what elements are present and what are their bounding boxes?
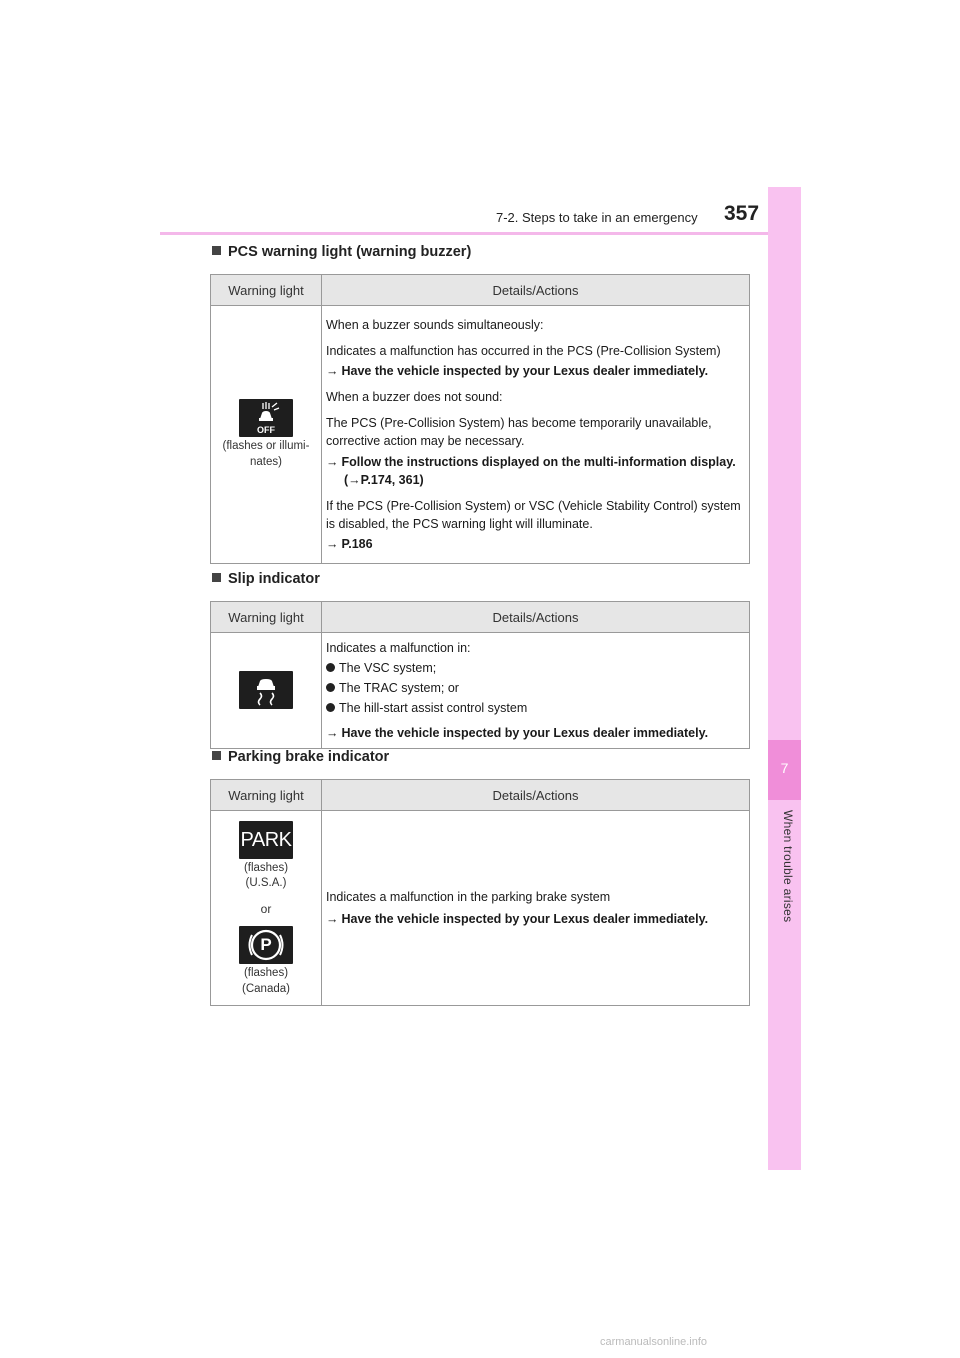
pcs-details-cell	[322, 306, 750, 564]
parking-action-text: Have the vehicle inspected by your Lexus dealer immediately.	[341, 911, 709, 926]
column-header-warning-light: Warning light	[211, 275, 322, 306]
parking-heading	[212, 749, 389, 765]
column-header-warning-light: Warning light	[211, 602, 322, 633]
p-caption-flashes: (flashes)	[243, 967, 289, 979]
list-item	[326, 659, 743, 677]
bullet-icon	[326, 663, 335, 672]
pcs-action-3	[326, 535, 743, 553]
bullet-icon	[326, 683, 335, 692]
p-caption-region: (Canada)	[242, 982, 290, 995]
slip-bullet-1: The VSC system;	[339, 661, 437, 676]
slip-details-cell	[322, 633, 750, 749]
column-header-details: Details/Actions	[322, 602, 750, 633]
chapter-number: 7	[780, 760, 789, 776]
page-number: 357	[724, 202, 760, 225]
section-title: 7-2. Steps to take in an emergency	[496, 210, 698, 225]
pcs-icon-caption: (flashes or illumi-nates)	[222, 439, 310, 468]
pcs-action-1	[326, 362, 743, 380]
slip-action-text: Have the vehicle inspected by your Lexus dealer immediately.	[341, 725, 709, 740]
header-rule	[160, 232, 768, 235]
pcs-action-2	[326, 453, 743, 489]
slip-warning-table	[210, 601, 750, 749]
p-icon-text: P	[260, 935, 272, 954]
column-header-details: Details/Actions	[322, 780, 750, 811]
slip-icon-cell	[211, 633, 322, 749]
pcs-icon-cell	[211, 306, 322, 564]
chapter-title: When trouble arises	[781, 810, 795, 923]
pcs-action-2-ref: (→P.174, 361)	[344, 472, 424, 487]
square-bullet-icon	[212, 573, 221, 582]
park-caption-flashes: (flashes)	[243, 861, 289, 874]
arrow-icon: →	[326, 725, 339, 740]
table-row	[211, 633, 750, 749]
park-caption-region: (U.S.A.)	[245, 877, 287, 890]
footer-watermark: carmanualsonline.info	[600, 1336, 708, 1348]
arrow-icon: →	[326, 537, 339, 552]
pcs-warning-icon	[239, 399, 293, 437]
slip-indicator-icon	[239, 671, 293, 709]
slip-bullet-3: The hill-start assist control system	[339, 701, 528, 716]
slip-heading	[212, 571, 320, 587]
table-header-row	[211, 275, 750, 306]
arrow-icon: →	[326, 454, 339, 469]
arrow-icon: →	[326, 364, 339, 379]
pcs-line-1: When a buzzer sounds simultaneously:	[326, 317, 544, 332]
list-item	[326, 699, 743, 717]
pcs-icon-off-text: OFF	[257, 424, 275, 435]
or-label: or	[260, 902, 272, 916]
parking-heading-text: Parking brake indicator	[228, 749, 390, 765]
parking-icon-cell	[211, 811, 322, 1006]
park-icon-text: PARK	[240, 828, 292, 851]
table-header-row	[211, 780, 750, 811]
table-header-row	[211, 602, 750, 633]
pcs-warning-table	[210, 274, 750, 564]
chapter-side-tab	[768, 187, 801, 1170]
column-header-warning-light: Warning light	[211, 780, 322, 811]
parking-warning-table	[210, 779, 750, 1006]
pcs-action-1-text: Have the vehicle inspected by your Lexus dealer immediately.	[341, 364, 709, 379]
pcs-line-5: If the PCS (Pre-Collision System) or VSC (Vehicle Stability Control) system is disabled, the PCS warning light will illuminate.	[326, 498, 741, 531]
park-icon	[239, 821, 293, 859]
pcs-action-2-text: Follow the instructions displayed on the multi-information display.	[341, 454, 736, 469]
pcs-line-2: Indicates a malfunction has occurred in the PCS (Pre-Collision System)	[326, 343, 721, 358]
slip-heading-text: Slip indicator	[228, 571, 320, 587]
pcs-heading	[212, 244, 471, 260]
slip-line-1: Indicates a malfunction in:	[326, 641, 471, 655]
parking-brake-p-icon	[239, 926, 293, 964]
square-bullet-icon	[212, 751, 221, 760]
table-row	[211, 811, 750, 1006]
parking-details-cell	[322, 811, 750, 1006]
slip-bullet-2: The TRAC system; or	[339, 681, 459, 696]
arrow-icon: →	[326, 911, 339, 926]
square-bullet-icon	[212, 246, 221, 255]
pcs-heading-text: PCS warning light (warning buzzer)	[228, 244, 472, 260]
table-row	[211, 306, 750, 564]
parking-action	[326, 910, 743, 928]
list-item	[326, 679, 743, 697]
pcs-line-4: The PCS (Pre-Collision System) has become temporarily unavailable, corrective action may be necessary.	[326, 416, 712, 449]
parking-line-1: Indicates a malfunction in the parking brake system	[326, 890, 611, 905]
slip-action	[326, 724, 743, 742]
pcs-line-3: When a buzzer does not sound:	[326, 390, 503, 405]
bullet-icon	[326, 703, 335, 712]
pcs-action-3-text: P.186	[341, 537, 373, 552]
column-header-details: Details/Actions	[322, 275, 750, 306]
